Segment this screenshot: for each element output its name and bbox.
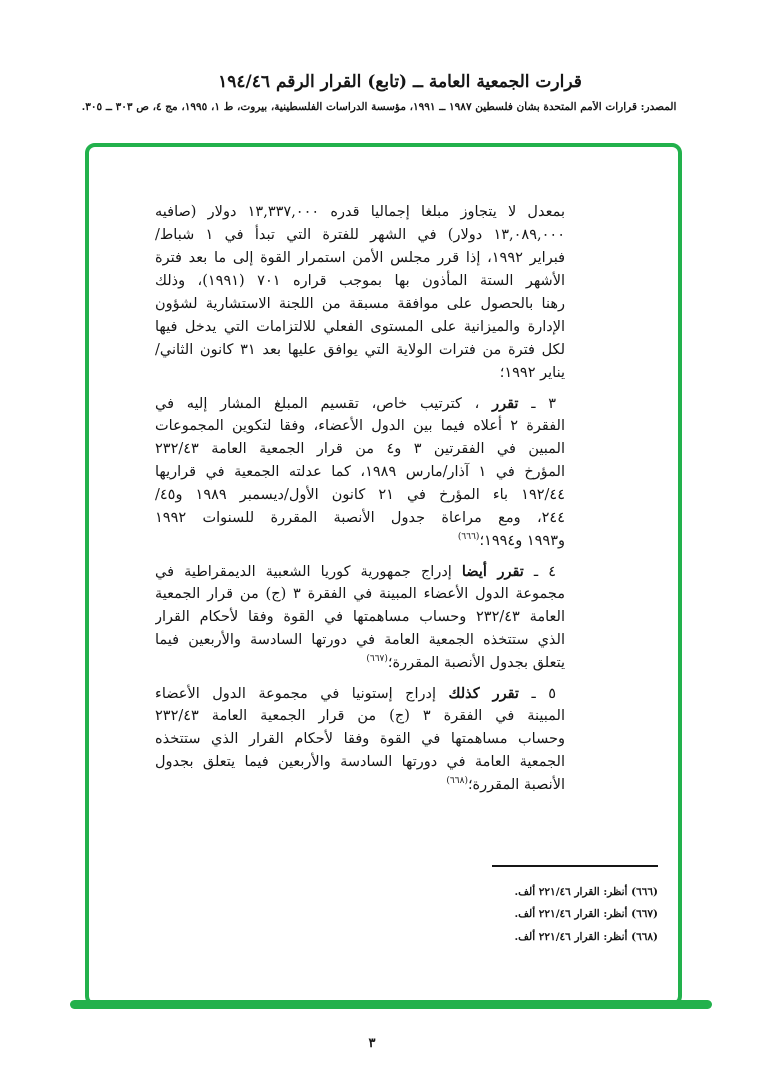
text-line: المبينة في الفقرة ٣ (ج) من قرار الجمعية العامة ٢٣٢/٤٣ xyxy=(155,708,565,724)
text-line: ٣ ـ تقرر ، كترتيب خاص، تقسيم المبلغ المشار إليه في xyxy=(155,395,556,412)
text-line: رهنا بالحصول على موافقة مسبقة من اللجنة الاستشارية لشؤون xyxy=(155,296,565,312)
text-line: بمعدل لا يتجاوز مبلغا إجماليا قدره ١٣,٣٣٧,٠٠٠ دولار (صافيه xyxy=(155,204,565,220)
footnote-block xyxy=(328,858,658,948)
text-line: المبين في الفقرتين ٣ و٤ من قرار الجمعية العامة ٢٣٢/٤٣ xyxy=(155,441,565,457)
page-number: ٣ xyxy=(368,1036,376,1051)
page-title: قرارت الجمعية العامة ــ (تابع) القرار الرقم ١٩٤/٤٦ xyxy=(218,72,582,92)
text-line: يناير ١٩٩٢؛ xyxy=(499,365,565,381)
text-line: الفقرة ٢ أعلاه فيما بين الدول الأعضاء، وفقا لتكوين المجموعات xyxy=(155,418,565,434)
text-line: الإدارة والميزانية على المستوى الفعلي للالتزامات التي يدخل فيها xyxy=(155,319,565,335)
text-line: و١٩٩٣ و١٩٩٤؛$^{(٦٦٦)}$ xyxy=(457,532,565,549)
footnote: (٦٦٨) أنظر: القرار ٢٢١/٤٦ ألف. xyxy=(514,930,658,943)
text-line: ٢٤٤، ومع مراعاة جدول الأنصبة المقررة للسنوات ١٩٩٢ xyxy=(155,510,565,526)
text-line: ٤ ـ تقرر أيضا إدراج جمهورية كوريا الشعبية الديمقراطية في xyxy=(155,563,556,580)
highlight-frame-bottom-bar xyxy=(70,1000,712,1009)
text-line: العامة ٢٣٢/٤٣ وحساب مساهمتها في القوة وفقا لأحكام القرار xyxy=(155,609,565,625)
text-line: الجمعية العامة في دورتها السادسة والأربعين فيما يتعلق بجدول xyxy=(155,754,565,770)
footnote-list xyxy=(328,881,658,949)
text-line: الأنصبة المقررة؛$^{(٦٦٨)}$ xyxy=(446,776,565,793)
text-line: فبراير ١٩٩٢، إذا قرر مجلس الأمن استمرار القوة إلى ما بعد فترة xyxy=(155,250,565,266)
footnote-separator xyxy=(492,865,658,867)
text-line: وحساب مساهمتها في القوة وفقا لأحكام القرار الذي ستتخذه xyxy=(155,731,565,747)
text-line: الأشهر الستة المأذون بها بموجب قراره ٧٠١ (١٩٩١)، وذلك xyxy=(155,273,565,289)
text-line: ١٩٢/٤٤ باء المؤرخ في ٢١ كانون الأول/ديسمبر ١٩٨٩ و٤٥/ xyxy=(155,487,565,503)
paragraph-2 xyxy=(155,392,565,553)
footnote: (٦٦٦) أنظر: القرار ٢٢١/٤٦ ألف. xyxy=(514,885,658,898)
text-line: لكل فترة من فترات الولاية التي يوافق عليها بعد ٣١ كانون الثاني/ xyxy=(155,342,565,358)
footnote-marker: (٦٦٧) xyxy=(366,654,388,665)
text-line: الذي ستتخذه الجمعية العامة في دورتها السادسة والأربعين فيما xyxy=(155,632,565,648)
footnote: (٦٦٧) أنظر: القرار ٢٢١/٤٦ ألف. xyxy=(514,908,658,920)
source-line: المصدر: قرارات الأمم المتحدة بشأن فلسطين ١٩٨٧ ــ ١٩٩١، مؤسسة الدراسات الفلسطينية، بيروت، ط ١، ١٩٩٥، مج ٤، ص ٣٠٣ ــ ٣٠٥. xyxy=(81,101,677,113)
text-line: ٥ ـ تقرر كذلك إدراج إستونيا في مجموعة الدول الأعضاء xyxy=(155,685,557,702)
paragraph-4 xyxy=(155,682,565,797)
footnote-marker: (٦٦٦) xyxy=(457,532,480,543)
text-line: مجموعة الدول الأعضاء المبينة في الفقرة ٣ (ج) من قرار الجمعية xyxy=(155,586,565,602)
text-line: المؤرخ في ١ آذار/مارس ١٩٨٩، كما عدلته الجمعية في قراريها xyxy=(155,464,565,480)
text-line: يتعلق بجدول الأنصبة المقررة؛$^{(٦٦٧)}$ xyxy=(366,654,565,671)
footnote-marker: (٦٦٨) xyxy=(446,776,468,787)
text-line: ١٣,٠٨٩,٠٠٠ دولار) في الشهر للفترة التي تبدأ في ١ شباط/ xyxy=(155,227,565,243)
paragraph-3 xyxy=(155,560,565,675)
document-body xyxy=(155,201,565,804)
paragraph-1 xyxy=(155,201,565,385)
